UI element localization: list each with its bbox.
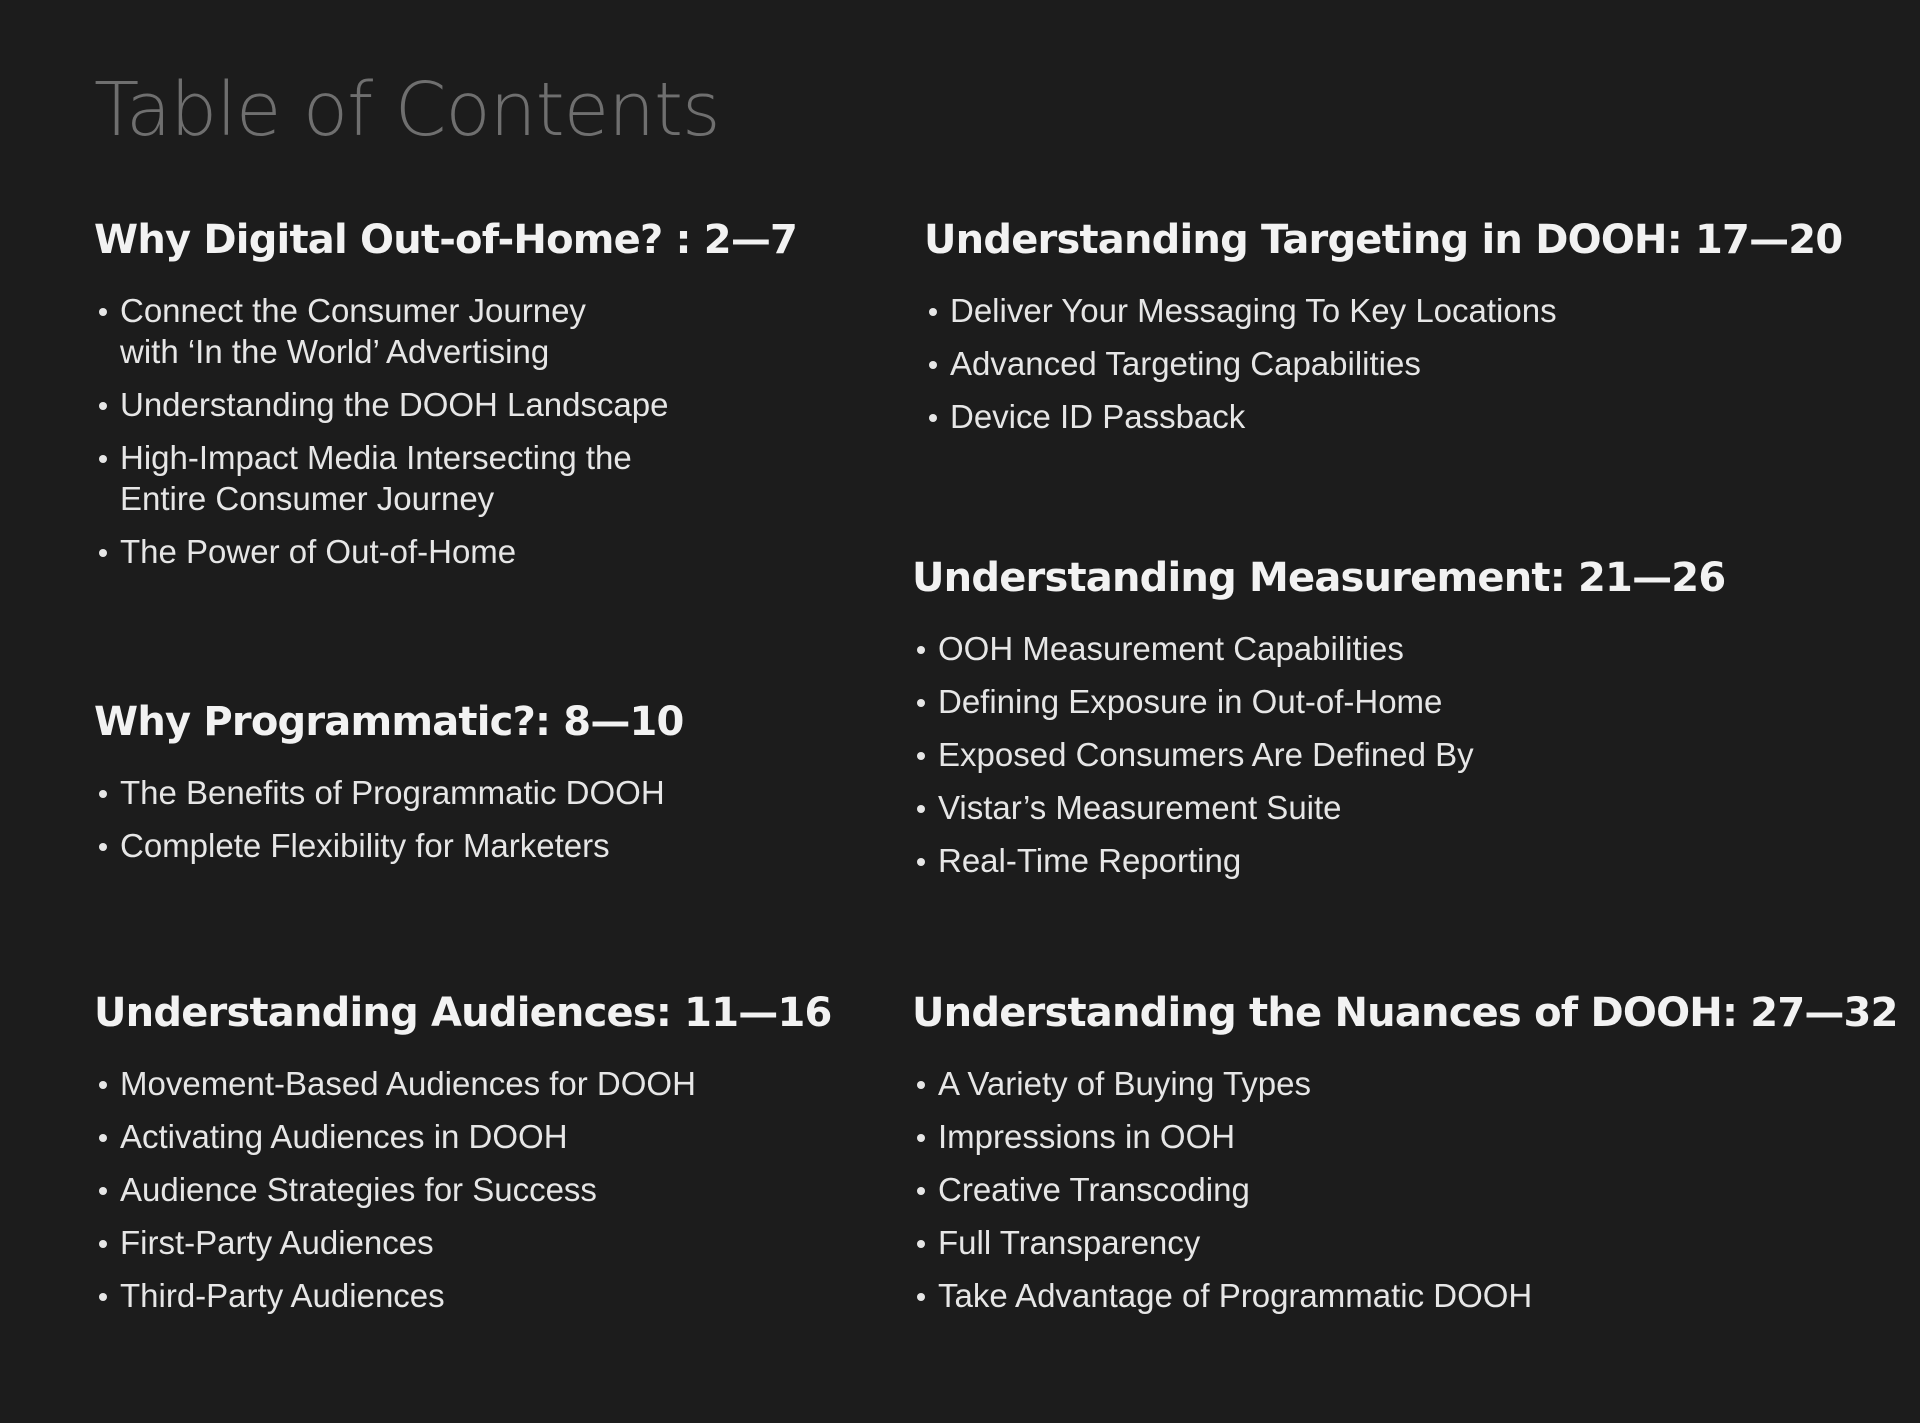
toc-item[interactable]: Vistar’s Measurement Suite	[912, 787, 1902, 828]
toc-item[interactable]: Take Advantage of Programmatic DOOH	[912, 1275, 1912, 1316]
toc-item[interactable]: Movement-Based Audiences for DOOH	[94, 1063, 894, 1104]
section-item-list	[94, 1063, 894, 1316]
toc-item[interactable]: The Benefits of Programmatic DOOH	[94, 772, 894, 813]
toc-item[interactable]: Understanding the DOOH Landscape	[94, 384, 894, 425]
toc-section-audiences	[94, 989, 894, 1328]
toc-item[interactable]: Creative Transcoding	[912, 1169, 1912, 1210]
toc-item[interactable]: Advanced Targeting Capabilities	[924, 343, 1914, 384]
toc-item[interactable]: Exposed Consumers Are Defined By	[912, 734, 1902, 775]
toc-section-targeting	[924, 216, 1914, 449]
toc-section-measurement	[912, 554, 1902, 893]
section-heading[interactable]: Why Digital Out-of-Home? : 2—7	[94, 217, 798, 263]
toc-section-nuances	[912, 989, 1912, 1328]
toc-item[interactable]: Third-Party Audiences	[94, 1275, 894, 1316]
toc-item[interactable]: Defining Exposure in Out-of-Home	[912, 681, 1902, 722]
section-item-list	[94, 772, 894, 866]
toc-item[interactable]: Audience Strategies for Success	[94, 1169, 894, 1210]
toc-item[interactable]: Real-Time Reporting	[912, 840, 1902, 881]
toc-item[interactable]: OOH Measurement Capabilities	[912, 628, 1902, 669]
toc-item[interactable]: Deliver Your Messaging To Key Locations	[924, 290, 1914, 331]
section-heading[interactable]: Understanding the Nuances of DOOH: 27—32	[912, 990, 1898, 1036]
toc-item[interactable]: The Power of Out-of-Home	[94, 531, 894, 572]
toc-item[interactable]: Impressions in OOH	[912, 1116, 1912, 1157]
page-title: Table of Contents	[94, 67, 720, 153]
toc-item[interactable]: A Variety of Buying Types	[912, 1063, 1912, 1104]
section-item-list	[924, 290, 1914, 437]
section-heading[interactable]: Understanding Targeting in DOOH: 17—20	[924, 217, 1843, 263]
section-heading[interactable]: Understanding Audiences: 11—16	[94, 990, 832, 1036]
section-heading[interactable]: Why Programmatic?: 8—10	[94, 699, 684, 745]
section-item-list	[94, 290, 894, 572]
toc-item[interactable]: Activating Audiences in DOOH	[94, 1116, 894, 1157]
toc-item[interactable]: High-Impact Media Intersecting the Entire Consumer Journey	[94, 437, 894, 519]
section-heading[interactable]: Understanding Measurement: 21—26	[912, 555, 1726, 601]
toc-item[interactable]: Full Transparency	[912, 1222, 1912, 1263]
toc-section-why-programmatic	[94, 698, 894, 878]
toc-item[interactable]: Device ID Passback	[924, 396, 1914, 437]
section-item-list	[912, 1063, 1912, 1316]
toc-item[interactable]: Complete Flexibility for Marketers	[94, 825, 894, 866]
toc-item[interactable]: Connect the Consumer Journey with ‘In the World’ Advertising	[94, 290, 894, 372]
toc-section-why-dooh	[94, 216, 894, 584]
toc-item[interactable]: First-Party Audiences	[94, 1222, 894, 1263]
section-item-list	[912, 628, 1902, 881]
